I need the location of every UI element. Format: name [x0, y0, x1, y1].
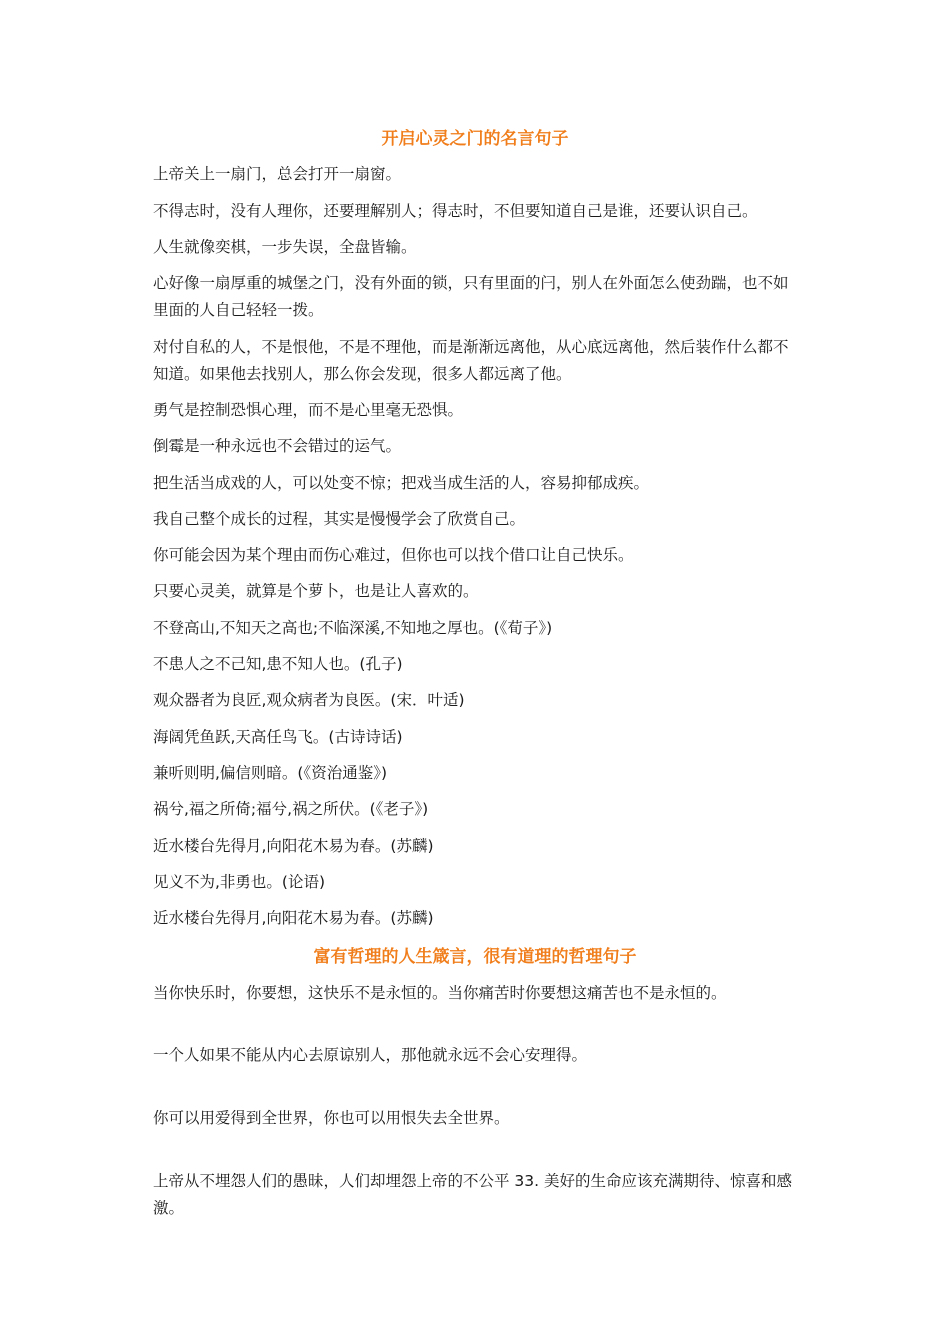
quote-line: 人生就像奕棋，一步失误，全盘皆输。: [153, 238, 417, 256]
quote-line: 见义不为,非勇也。(论语): [153, 873, 326, 891]
quote-line: 倒霉是一种永远也不会错过的运气。: [153, 437, 402, 455]
quote-line: 我自己整个成长的过程，其实是慢慢学会了欣赏自己。: [153, 510, 526, 528]
quote-line: 祸兮,福之所倚;福兮,祸之所伏。(《老子》): [153, 800, 429, 818]
quote-line: 把生活当成戏的人，可以处变不惊；把戏当成生活的人，容易抑郁成疾。: [153, 474, 650, 492]
quote-line: 观众器者为良匠,观众病者为良医。(宋．叶适): [153, 691, 465, 709]
quote-line: 对付自私的人，不是恨他，不是不理他，而是渐渐远离他，从心底远离他，然后装作什么都不知道。如果他去找别人，那么你会发现，很多人都远离了他。: [153, 338, 789, 383]
quote-line: 不患人之不己知,患不知人也。(孔子): [153, 655, 403, 673]
quote-line: 近水楼台先得月,向阳花木易为春。(苏麟): [153, 837, 434, 855]
quote-line: 不得志时，没有人理你，还要理解别人；得志时，不但要知道自己是谁，还要认识自己。: [153, 202, 758, 220]
quote-line: 当你快乐时，你要想，这快乐不是永恒的。当你痛苦时你要想这痛苦也不是永恒的。: [153, 984, 727, 1002]
quote-line: 近水楼台先得月,向阳花木易为春。(苏麟): [153, 909, 434, 927]
quote-line: 一个人如果不能从内心去原谅别人，那他就永远不会心安理得。: [153, 1046, 588, 1064]
quote-line: 海阔凭鱼跃,天高任鸟飞。(古诗诗话): [153, 728, 403, 746]
quote-line: 心好像一扇厚重的城堡之门，没有外面的锁，只有里面的闩，别人在外面怎么使劲踹，也不如里面的人自己轻轻一拨。: [153, 274, 789, 319]
quote-line: 你可能会因为某个理由而伤心难过，但你也可以找个借口让自己快乐。: [153, 546, 634, 564]
quote-line: 勇气是控制恐惧心理，而不是心里毫无恐惧。: [153, 401, 464, 419]
quote-line: 兼听则明,偏信则暗。(《资治通鉴》): [153, 764, 388, 782]
section-title-2: 富有哲理的人生箴言，很有道理的哲理句子: [313, 947, 637, 967]
quote-line: 不登高山,不知天之高也;不临深溪,不知地之厚也。(《荀子》): [153, 619, 553, 637]
section-title-1: 开启心灵之门的名言句子: [381, 129, 569, 149]
quote-line: 上帝关上一扇门，总会打开一扇窗。: [153, 165, 402, 183]
quote-line: 上帝从不埋怨人们的愚昧，人们却埋怨上帝的不公平 33. 美好的生命应该充满期待、惊喜和感激。: [153, 1172, 793, 1217]
quote-line: 只要心灵美，就算是个萝卜，也是让人喜欢的。: [153, 582, 479, 600]
quote-line: 你可以用爱得到全世界，你也可以用恨失去全世界。: [153, 1109, 510, 1127]
